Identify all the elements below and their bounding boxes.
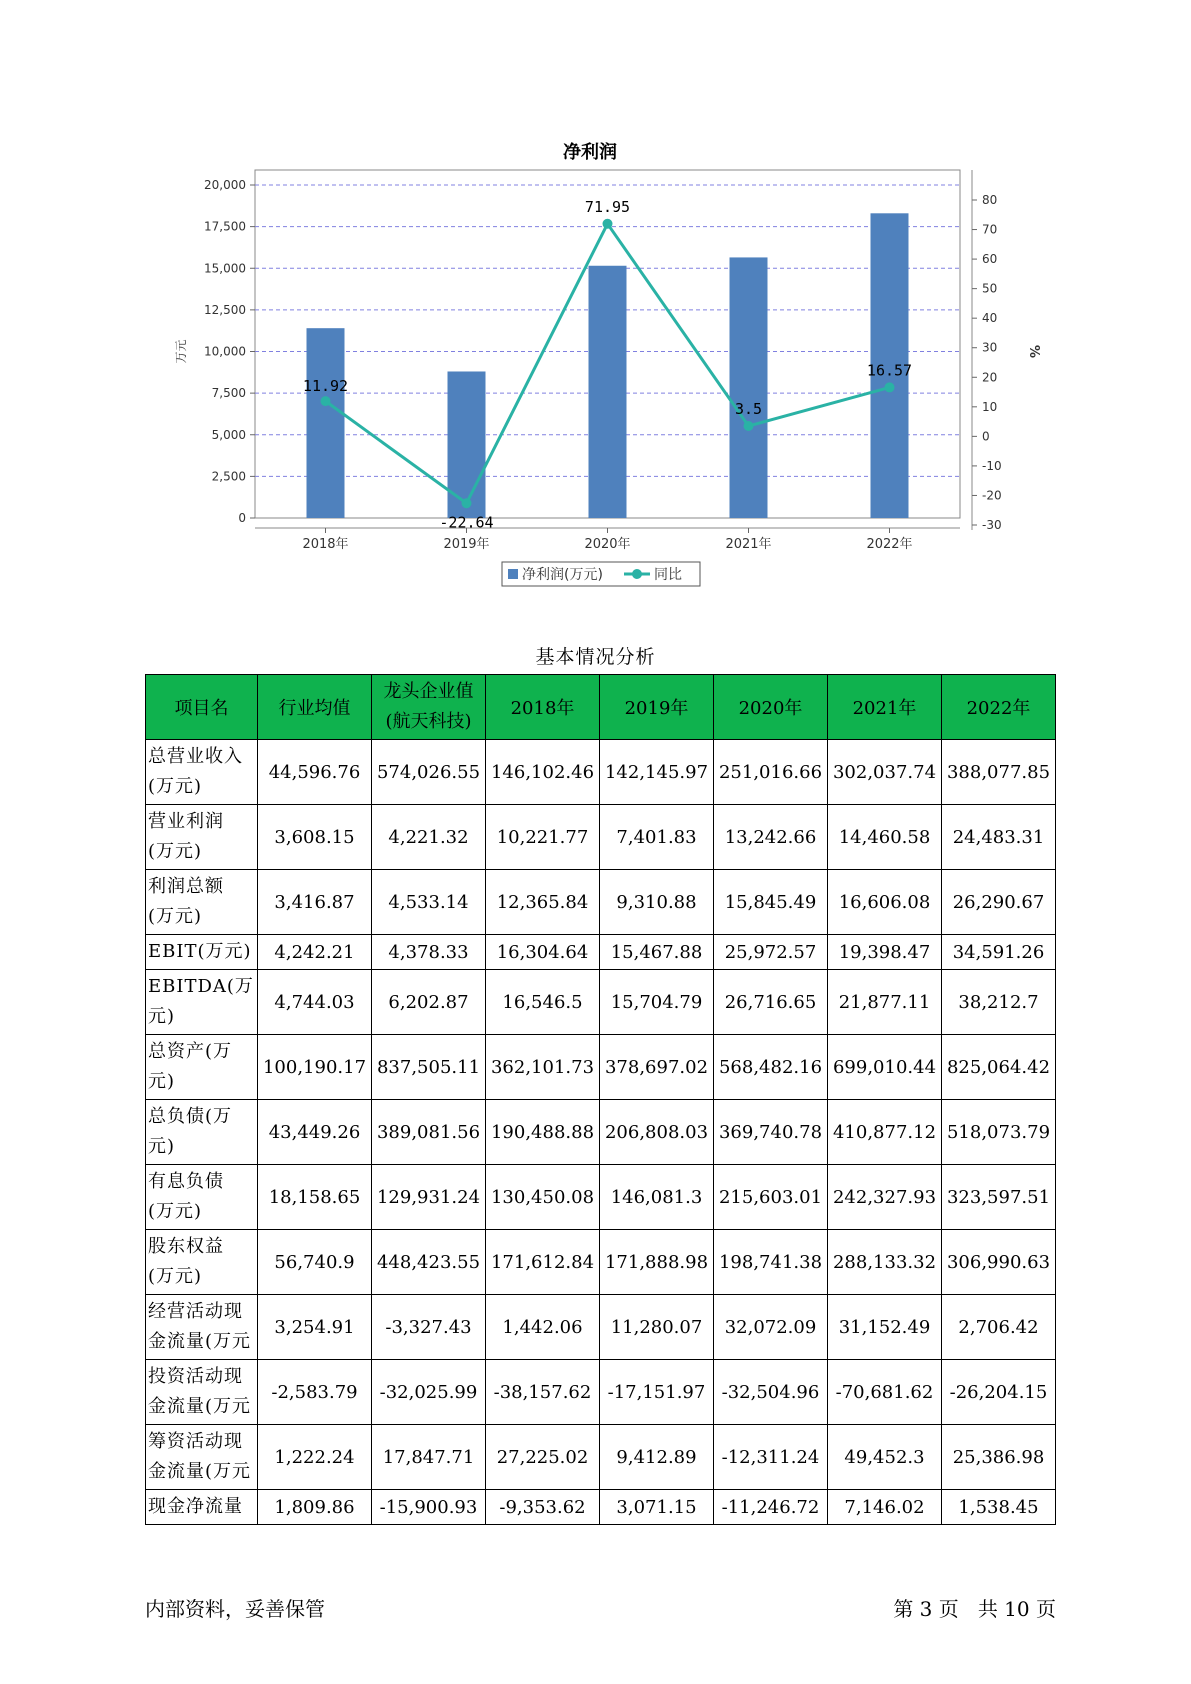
row-label (146, 870, 258, 935)
y-axis-label: 万元 (174, 339, 188, 364)
table-cell: -15,900.93 (372, 1490, 486, 1525)
table-cell: 568,482.16 (714, 1035, 828, 1100)
legend-label-line: 同比 (654, 567, 682, 583)
table-cell: 3,416.87 (258, 870, 372, 935)
row-label (146, 1425, 258, 1490)
table-row (146, 1360, 1056, 1425)
table-cell: 18,158.65 (258, 1165, 372, 1230)
table-cell: 38,212.7 (942, 970, 1056, 1035)
table-cell: 3,608.15 (258, 805, 372, 870)
table-cell: 16,304.64 (486, 935, 600, 970)
point-yoy (885, 382, 895, 392)
bar-net-profit (448, 371, 486, 518)
table-cell: 288,133.32 (828, 1230, 942, 1295)
row-label-text: 经营活动现 (148, 1301, 243, 1322)
table-cell: 251,016.66 (714, 740, 828, 805)
row-label-text: (万元) (148, 1266, 203, 1287)
y2-tick-label: 60 (982, 252, 998, 267)
table-cell: 518,073.79 (942, 1100, 1056, 1165)
table-cell: 13,242.66 (714, 805, 828, 870)
table-cell: -9,353.62 (486, 1490, 600, 1525)
legend-swatch-point (632, 569, 642, 579)
table-cell: 12,365.84 (486, 870, 600, 935)
table-cell: 190,488.88 (486, 1100, 600, 1165)
row-label-text: (万元) (148, 1201, 203, 1222)
table-row (146, 870, 1056, 935)
table-cell: 142,145.97 (600, 740, 714, 805)
data-label-yoy: -22.64 (439, 513, 494, 532)
y-tick-label: 5,000 (211, 427, 246, 442)
table-cell: 215,603.01 (714, 1165, 828, 1230)
table-cell: 4,533.14 (372, 870, 486, 935)
data-label-yoy: 11.92 (302, 377, 349, 396)
table-cell: 129,931.24 (372, 1165, 486, 1230)
y2-tick-label: -20 (982, 488, 1002, 503)
table-cell: 3,254.91 (258, 1295, 372, 1360)
table-header-text: 行业均值 (278, 698, 351, 719)
table-cell: 17,847.71 (372, 1425, 486, 1490)
table-cell: 410,877.12 (828, 1100, 942, 1165)
table-cell: 44,596.76 (258, 740, 372, 805)
x-tick-label: 2019年 (443, 537, 490, 552)
table-cell: 198,741.38 (714, 1230, 828, 1295)
row-label-text: 筹资活动现 (148, 1431, 243, 1452)
legend-swatch-bar (508, 569, 518, 579)
y2-axis-label: % (1026, 344, 1041, 359)
table-cell: 448,423.55 (372, 1230, 486, 1295)
bar-net-profit (730, 257, 768, 518)
row-label-text: 元) (148, 1006, 176, 1027)
table-header-row (146, 675, 1056, 740)
row-label-text: (万元) (148, 906, 203, 927)
table-cell: 10,221.77 (486, 805, 600, 870)
table-cell: 15,704.79 (600, 970, 714, 1035)
table-row (146, 935, 1056, 970)
table-caption: 基本情况分析 (535, 646, 656, 668)
x-tick-label: 2020年 (584, 537, 631, 552)
table-cell: 19,398.47 (828, 935, 942, 970)
data-label-yoy: 16.57 (866, 361, 913, 380)
table-cell: 15,467.88 (600, 935, 714, 970)
y2-tick-label: 40 (982, 311, 998, 326)
row-label (146, 935, 258, 970)
table-cell: 2,706.42 (942, 1295, 1056, 1360)
x-tick-label: 2022年 (866, 537, 913, 552)
table-cell: 25,972.57 (714, 935, 828, 970)
table-row (146, 740, 1056, 805)
row-label (146, 970, 258, 1035)
table-cell: 4,221.32 (372, 805, 486, 870)
analysis-table (145, 674, 1056, 1525)
table-header-cell (146, 675, 258, 740)
row-label (146, 1360, 258, 1425)
y-tick-label: 20,000 (204, 178, 246, 192)
table-header-text: 2022年 (966, 698, 1031, 719)
y2-tick-label: 80 (982, 193, 998, 207)
table-cell: 7,401.83 (600, 805, 714, 870)
bar-net-profit (307, 328, 345, 518)
table-cell: 4,242.21 (258, 935, 372, 970)
row-label-text: (万元) (148, 776, 203, 797)
y-tick-label: 0 (238, 511, 246, 525)
table-cell: 25,386.98 (942, 1425, 1056, 1490)
row-label (146, 1035, 258, 1100)
table-cell: 699,010.44 (828, 1035, 942, 1100)
row-label (146, 1295, 258, 1360)
x-tick-label: 2018年 (302, 537, 349, 552)
y2-tick-label: 0 (982, 429, 990, 444)
row-label-text: 总负债(万 (148, 1106, 233, 1127)
table-cell: -26,204.15 (942, 1360, 1056, 1425)
table-cell: 21,877.11 (828, 970, 942, 1035)
table-cell: 26,290.67 (942, 870, 1056, 935)
row-label (146, 740, 258, 805)
table-cell: 43,449.26 (258, 1100, 372, 1165)
table-cell: -2,583.79 (258, 1360, 372, 1425)
table-header-cell (372, 675, 486, 740)
table-header-cell (714, 675, 828, 740)
row-label-text: 元) (148, 1136, 176, 1157)
row-label-text: 金流量(万元 (148, 1396, 252, 1417)
y-tick-label: 7,500 (211, 386, 246, 401)
table-row (146, 1230, 1056, 1295)
table-cell: 100,190.17 (258, 1035, 372, 1100)
table-header-text: 2019年 (624, 698, 689, 719)
table-cell: -3,327.43 (372, 1295, 486, 1360)
net-profit-chart (150, 138, 1041, 598)
table-row (146, 1165, 1056, 1230)
table-cell: 6,202.87 (372, 970, 486, 1035)
table-row (146, 970, 1056, 1035)
row-label (146, 1490, 258, 1525)
row-label-text: EBITDA(万 (148, 976, 254, 997)
y-tick-label: 17,500 (204, 219, 246, 234)
table-cell: 389,081.56 (372, 1100, 486, 1165)
legend-label-bar: 净利润(万元) (522, 567, 603, 583)
y-tick-label: 15,000 (204, 261, 246, 276)
y-tick-label: 10,000 (204, 344, 246, 359)
table-cell: 9,310.88 (600, 870, 714, 935)
row-label (146, 805, 258, 870)
row-label-text: 元) (148, 1071, 176, 1092)
table-cell: 171,612.84 (486, 1230, 600, 1295)
table-cell: 171,888.98 (600, 1230, 714, 1295)
table-cell: 242,327.93 (828, 1165, 942, 1230)
table-row (146, 1100, 1056, 1165)
x-tick-label: 2021年 (725, 537, 772, 552)
chart-canvas (150, 138, 1041, 598)
y2-tick-label: 20 (982, 370, 998, 385)
table-cell: 15,845.49 (714, 870, 828, 935)
row-label-text: 金流量(万元 (148, 1461, 252, 1482)
table-cell: 323,597.51 (942, 1165, 1056, 1230)
y2-tick-label: 30 (982, 340, 998, 355)
table-cell: 14,460.58 (828, 805, 942, 870)
table-header-text: 2018年 (510, 698, 575, 719)
table-cell: 26,716.65 (714, 970, 828, 1035)
table-header-text: 2021年 (852, 698, 917, 719)
table-cell: 369,740.78 (714, 1100, 828, 1165)
table-cell: 31,152.49 (828, 1295, 942, 1360)
row-label-text: 金流量(万元 (148, 1331, 252, 1352)
y2-tick-label: 10 (982, 399, 998, 414)
table-cell: 9,412.89 (600, 1425, 714, 1490)
table-cell: 16,606.08 (828, 870, 942, 935)
table-cell: 1,538.45 (942, 1490, 1056, 1525)
data-label-yoy: 71.95 (584, 197, 631, 216)
table-cell: 378,697.02 (600, 1035, 714, 1100)
table-cell: 32,072.09 (714, 1295, 828, 1360)
point-yoy (603, 219, 613, 229)
row-label-text: 投资活动现 (148, 1366, 243, 1387)
row-label-text: EBIT(万元) (148, 941, 252, 962)
point-yoy (321, 396, 331, 406)
table-header-cell (942, 675, 1056, 740)
table-cell: 11,280.07 (600, 1295, 714, 1360)
table-cell: 837,505.11 (372, 1035, 486, 1100)
table-header-text: 2020年 (738, 698, 803, 719)
table-cell: 388,077.85 (942, 740, 1056, 805)
table-header-cell (600, 675, 714, 740)
table-cell: 7,146.02 (828, 1490, 942, 1525)
table-cell: 24,483.31 (942, 805, 1056, 870)
point-yoy (462, 498, 472, 508)
table-cell: 302,037.74 (828, 740, 942, 805)
table-cell: -17,151.97 (600, 1360, 714, 1425)
table-header-cell (486, 675, 600, 740)
table-row (146, 1035, 1056, 1100)
table-cell: 1,222.24 (258, 1425, 372, 1490)
table-cell: 1,442.06 (486, 1295, 600, 1360)
y2-tick-label: 50 (982, 281, 998, 296)
table-cell: -70,681.62 (828, 1360, 942, 1425)
table-row (146, 1425, 1056, 1490)
row-label-text: 有息负债 (148, 1171, 224, 1192)
table-cell: 27,225.02 (486, 1425, 600, 1490)
chart-title: 净利润 (563, 142, 617, 163)
table-row (146, 1295, 1056, 1360)
table-cell: 574,026.55 (372, 740, 486, 805)
table-cell: 16,546.5 (486, 970, 600, 1035)
row-label (146, 1230, 258, 1295)
y2-tick-label: -30 (982, 518, 1002, 532)
bar-net-profit (589, 266, 627, 518)
footer-confidential-note: 内部资料，妥善保管 (145, 1597, 325, 1621)
table-header-text: 龙头企业值 (383, 681, 474, 702)
table-cell: 49,452.3 (828, 1425, 942, 1490)
row-label-text: 总资产(万 (148, 1041, 233, 1062)
footer-page-number: 第 3 页 共 10 页 (893, 1597, 1056, 1621)
table-cell: 3,071.15 (600, 1490, 714, 1525)
point-yoy (744, 421, 754, 431)
data-label-yoy: 3.5 (734, 400, 763, 419)
table-cell: -38,157.62 (486, 1360, 600, 1425)
table-cell: 1,809.86 (258, 1490, 372, 1525)
table-cell: 146,102.46 (486, 740, 600, 805)
table-cell: 34,591.26 (942, 935, 1056, 970)
table-cell: 4,744.03 (258, 970, 372, 1035)
row-label (146, 1100, 258, 1165)
row-label-text: 利润总额 (148, 876, 224, 897)
row-label-text: 营业利润 (148, 811, 224, 832)
table-cell: 825,064.42 (942, 1035, 1056, 1100)
table-row (146, 1490, 1056, 1525)
table-cell: 130,450.08 (486, 1165, 600, 1230)
row-label-text: 总营业收入 (148, 746, 243, 767)
y-tick-label: 2,500 (211, 469, 246, 484)
y2-tick-label: 70 (982, 222, 998, 237)
table-cell: -32,025.99 (372, 1360, 486, 1425)
table-cell: -11,246.72 (714, 1490, 828, 1525)
table-header-text: 项目名 (174, 698, 229, 719)
table-cell: -12,311.24 (714, 1425, 828, 1490)
table-cell: 306,990.63 (942, 1230, 1056, 1295)
row-label-text: (万元) (148, 841, 203, 862)
table-row (146, 805, 1056, 870)
row-label-text: 现金净流量 (148, 1496, 243, 1517)
table-cell: 4,378.33 (372, 935, 486, 970)
row-label (146, 1165, 258, 1230)
y-tick-label: 12,500 (204, 302, 246, 317)
y2-tick-label: -10 (982, 458, 1002, 473)
table-cell: -32,504.96 (714, 1360, 828, 1425)
table-header-cell (828, 675, 942, 740)
table-cell: 206,808.03 (600, 1100, 714, 1165)
table-header-cell (258, 675, 372, 740)
table-cell: 146,081.3 (600, 1165, 714, 1230)
table-cell: 56,740.9 (258, 1230, 372, 1295)
table-cell: 362,101.73 (486, 1035, 600, 1100)
table-header-text: (航天科技) (385, 711, 472, 732)
row-label-text: 股东权益 (148, 1236, 224, 1257)
